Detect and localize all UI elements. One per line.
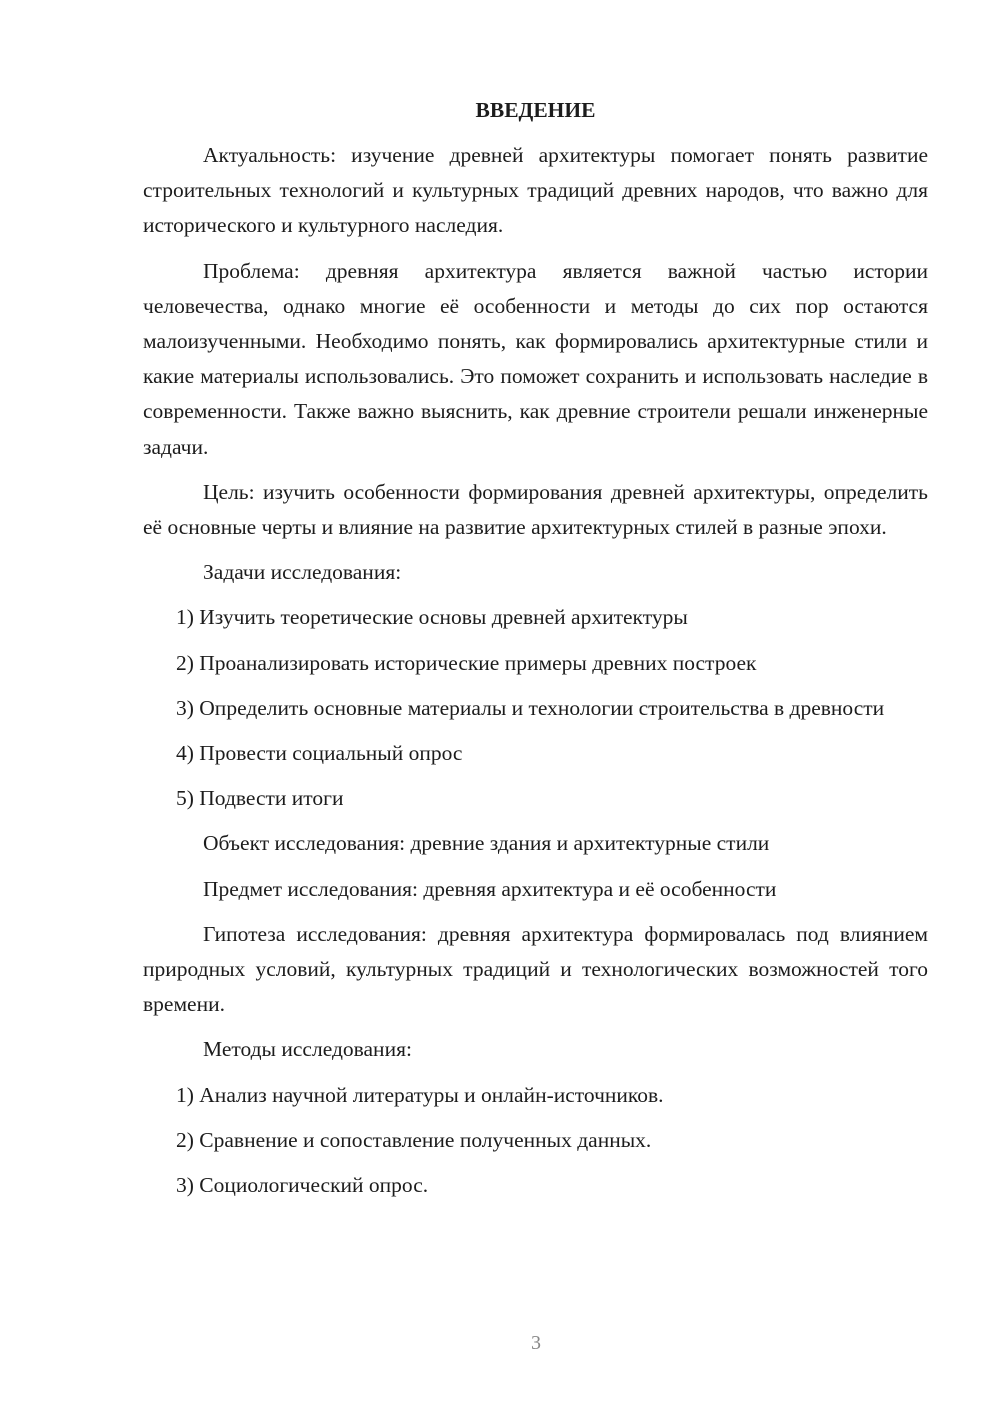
task-item-4: 4) Провести социальный опрос xyxy=(176,741,463,766)
task-item-2: 2) Проанализировать исторические примеры древних построек xyxy=(176,650,757,675)
subject-paragraph: Предмет исследования: древняя архитектура и её особенности xyxy=(203,876,777,901)
method-item-2: 2) Сравнение и сопоставление полученных данных. xyxy=(176,1127,652,1152)
method-item-1: 1) Анализ научной литературы и онлайн-источников. xyxy=(176,1082,664,1107)
problem-paragraph: Проблема: древняя архитектура является важной частью истории человечества, однако многие её особенности и методы до сих пор остаются малоизученными. Необходимо понять, как формировались архитектурные стили и какие материалы использовались. Это поможет сохранить и использовать наследие в современности. Также важно выяснить, как древние строители решали инженерные задачи. xyxy=(143,258,928,459)
task-item-3: 3) Определить основные материалы и технологии строительства в древности xyxy=(176,695,885,720)
task-item-1: 1) Изучить теоретические основы древней архитектуры xyxy=(176,605,688,630)
object-paragraph: Объект исследования: древние здания и архитектурные стили xyxy=(203,831,770,856)
section-title: ВВЕДЕНИЕ xyxy=(475,98,596,122)
page-number: 3 xyxy=(531,1332,541,1354)
relevance-paragraph: Актуальность: изучение древней архитектуры помогает понять развитие строительных технологий и культурных традиций древних народов, что важно для исторического и культурного наследия. xyxy=(143,143,928,238)
tasks-heading: Задачи исследования: xyxy=(203,560,402,585)
task-item-5: 5) Подвести итоги xyxy=(176,786,344,811)
document-page xyxy=(143,93,928,1213)
method-item-3: 3) Социологический опрос. xyxy=(176,1173,429,1198)
hypothesis-paragraph: Гипотеза исследования: древняя архитектура формировалась под влиянием природных условий, культурных традиций и технологических возможностей того времени. xyxy=(143,921,928,1017)
goal-paragraph: Цель: изучить особенности формирования древней архитектуры, определить её основные черты и влияние на развитие архитектурных стилей в разные эпохи. xyxy=(143,479,928,540)
methods-heading: Методы исследования: xyxy=(203,1037,412,1062)
